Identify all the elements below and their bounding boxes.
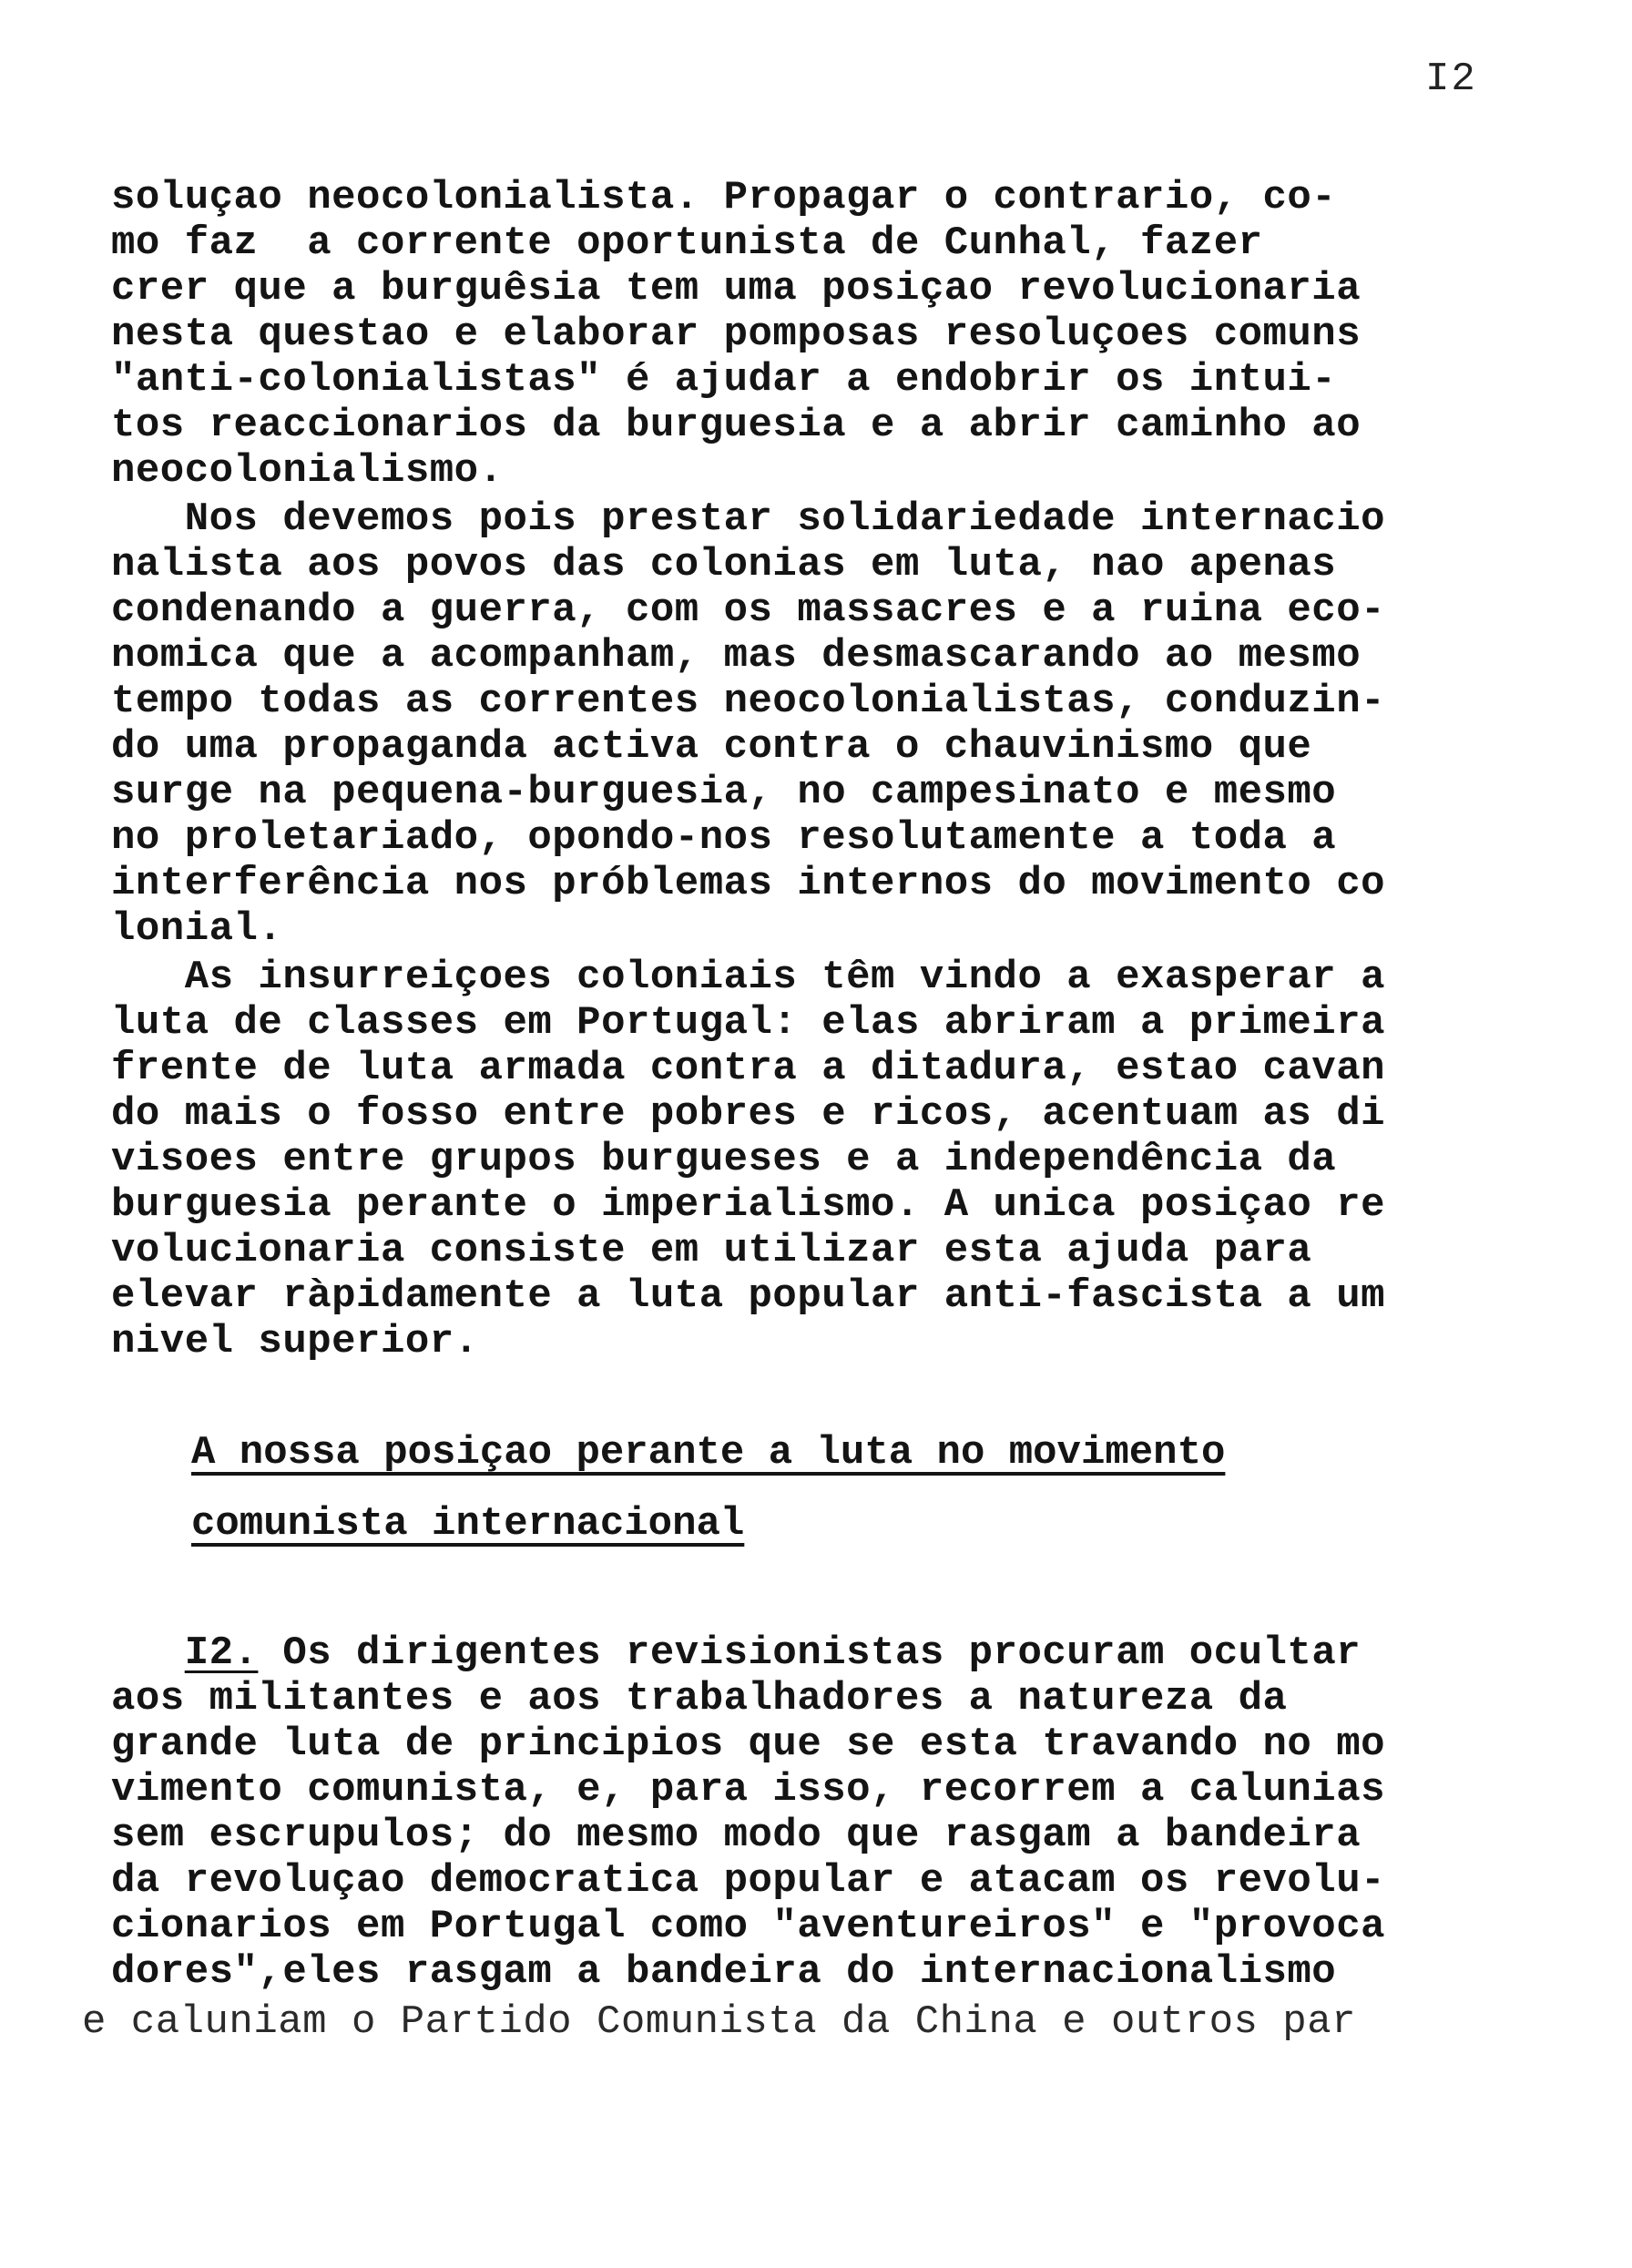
section-number: I2.: [184, 1630, 259, 1676]
text-line: dores",eles rasgam a bandeira do internacionalismo: [111, 1949, 1337, 1995]
text-line: no proletariado, opondo-nos resolutamente a toda a: [111, 815, 1337, 861]
text-line: Nos devemos pois prestar solidariedade internacio: [111, 496, 1386, 542]
text-line: tempo todas as correntes neocolonialistas, conduzin-: [111, 679, 1386, 724]
text-line: crer que a burguêsia tem uma posiçao revolucionaria: [111, 266, 1362, 312]
text-line: "anti-colonialistas" é ajudar a endobrir os intui-: [111, 357, 1337, 403]
section-heading-line1: A nossa posiçao perante a luta no movimento: [191, 1430, 1226, 1476]
text-line: frente de luta armada contra a ditadura, estao cavan: [111, 1046, 1386, 1091]
text-line: interferência nos próblemas internos do movimento co: [111, 861, 1386, 906]
text-line: nalista aos povos das colonias em luta, nao apenas: [111, 542, 1337, 587]
numbered-paragraph-first-line: [111, 1630, 1361, 1676]
text-line: neocolonialismo.: [111, 448, 504, 494]
text-line: Os dirigentes revisionistas procuram ocultar: [258, 1630, 1362, 1676]
text-line: aos militantes e aos trabalhadores a natureza da: [111, 1676, 1288, 1721]
text-line: soluçao neocolonialista. Propagar o contrario, co-: [111, 175, 1337, 220]
text-line: cionarios em Portugal como "aventureiros" e "provoca: [111, 1904, 1386, 1949]
text-line: tos reaccionarios da burguesia e a abrir caminho ao: [111, 403, 1362, 448]
text-line: vimento comunista, e, para isso, recorrem a calunias: [111, 1767, 1386, 1813]
text-line: do mais o fosso entre pobres e ricos, acentuam as di: [111, 1091, 1386, 1137]
text-line: da revoluçao democratica popular e atacam os revolu-: [111, 1858, 1386, 1904]
section-heading-line2: comunista internacional: [191, 1501, 745, 1547]
text-line: lonial.: [111, 906, 283, 952]
page-number: I2: [1425, 56, 1477, 102]
text-line: nivel superior.: [111, 1319, 479, 1364]
text-line: luta de classes em Portugal: elas abriram a primeira: [111, 1000, 1386, 1046]
text-line: surge na pequena-burguesia, no campesinato e mesmo: [111, 770, 1337, 815]
text-line: grande luta de principios que se esta travando no mo: [111, 1721, 1386, 1767]
text-line: As insurreiçoes coloniais têm vindo a exasperar a: [111, 955, 1386, 1000]
text-line: condenando a guerra, com os massacres e a ruina eco-: [111, 587, 1386, 633]
text-line: e caluniam o Partido Comunista da China e outros par: [82, 1999, 1357, 2045]
text-line: volucionaria consiste em utilizar esta ajuda para: [111, 1228, 1312, 1273]
text-line: burguesia perante o imperialismo. A unica posiçao re: [111, 1182, 1386, 1228]
text-line: visoes entre grupos burgueses e a independência da: [111, 1137, 1337, 1182]
text-line: nesta questao e elaborar pomposas resoluçoes comuns: [111, 312, 1362, 357]
text-line: do uma propaganda activa contra o chauvinismo que: [111, 724, 1312, 770]
text-line: elevar ràpidamente a luta popular anti-fascista a um: [111, 1273, 1386, 1319]
text-line: nomica que a acompanham, mas desmascarando ao mesmo: [111, 633, 1362, 679]
text-line: sem escrupulos; do mesmo modo que rasgam a bandeira: [111, 1813, 1362, 1858]
text-line: mo faz a corrente oportunista de Cunhal, fazer: [111, 220, 1263, 266]
